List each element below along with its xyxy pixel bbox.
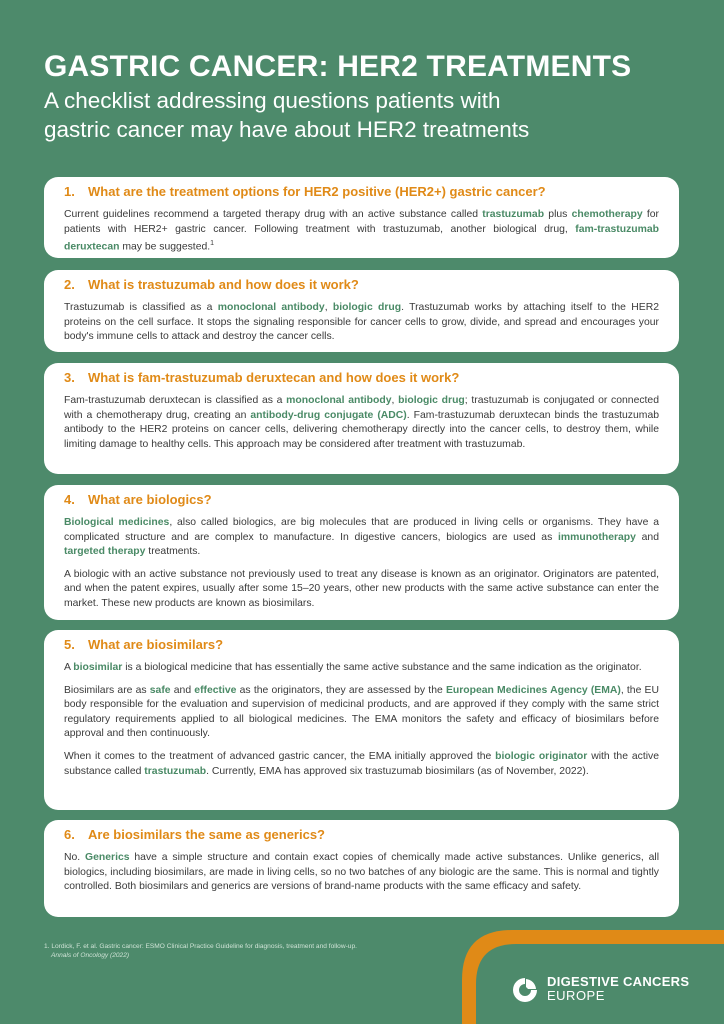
text-run: is a biological medicine that has essentially the same active substance and the same indication as the originator. [122,662,642,673]
text-run: A [64,662,74,673]
text-run: Fam-trastuzumab deruxtecan is classified as a [64,395,287,406]
footnote-ref: 1 [210,240,215,248]
section-card-1 [44,177,679,258]
section-number: 2. [64,277,75,292]
text-run: , [324,302,333,313]
section-card-4 [44,485,679,620]
question-text: What is trastuzumab and how does it work? [88,277,359,292]
logo-wordmark [547,975,689,1003]
section-paragraph [64,661,659,676]
footnote-text: 1. Lordick, F. et al. Gastric cancer: ESMO Clinical Practice Guideline for diagnosis, treatment and follow-up. [44,943,357,950]
section-question [64,276,659,293]
keyword: European Medicines Agency (EMA) [445,684,621,696]
section-question [64,636,659,653]
question-text: Are biosimilars the same as generics? [88,827,325,842]
keyword: trastuzumab [144,765,207,777]
footnote-source: Annals of Oncology (2022) [51,952,130,959]
subtitle-line-2: gastric cancer may have about HER2 treatments [44,117,530,142]
section-paragraph: A biologic with an active substance not previously used to treat any disease is known as an originator. Originators are patented, and when the patent expires, usually after some 15–20 years, other new products with the same active substance can enter the market. These new products are known as biosimilars. [64,568,659,609]
section-question [64,183,659,200]
keyword: targeted therapy [64,546,146,558]
text-run: , also called biologics, are big molecules that are produced in living cells or organisms. They have a complicated structure and are complex to manufacture. In digestive cancers, biologics are used as [64,517,659,543]
text-run: Biosimilars are as [64,684,150,696]
section-question [64,369,659,386]
question-text: What are biosimilars? [88,637,224,652]
text-run: . Trastuzumab works by attaching itself to the HER2 proteins on the cell surface. It stops the signaling responsible for cancer cells to grow, divide, and spread and encourages your body's immune cells to attack and destroy the cancer cells. [64,302,659,343]
section-paragraph [64,851,659,895]
text-run: Current guidelines recommend a targeted therapy drug with an active substance called [64,209,483,220]
section-number: 6. [64,827,75,842]
keyword: biologic drug [398,395,465,406]
keyword: Generics [85,852,130,863]
text-run: , [391,395,399,406]
brand-logo[interactable] [511,975,711,1005]
page-subtitle [44,86,704,144]
section-card-6 [44,820,679,917]
text-run: with the active substance called [64,750,659,777]
text-run: When it comes to the treatment of advanced gastric cancer, the EMA initially approved the [64,750,496,762]
keyword: chemotherapy [571,209,643,220]
keyword: monoclonal antibody [286,395,392,406]
section-card-3 [44,363,679,474]
section-paragraph [64,684,659,742]
keyword: biologic drug [332,302,402,313]
text-run: plus [544,209,572,220]
section-number: 3. [64,370,75,385]
section-paragraph [64,208,659,255]
question-text: What are biologics? [88,492,212,507]
dce-logo-icon [511,976,539,1004]
subtitle-line-1: A checklist addressing questions patients with [44,88,501,113]
text-run: as the originators, they are assessed by the [236,684,446,696]
keyword: trastuzumab [482,209,545,220]
keyword: Biological medicines [64,517,170,528]
section-paragraph [64,394,659,452]
keyword: antibody-drug conjugate (ADC) [250,409,407,421]
keyword: biologic originator [495,750,588,762]
section-paragraph [64,301,659,345]
keyword: monoclonal antibody [217,302,325,313]
text-run: ; trastuzumab is conjugated or connected with a chemotherapy drug, creating an [64,395,659,421]
text-run: Trastuzumab is classified as a [64,302,218,313]
logo-line-2: EUROPE [547,988,605,1003]
logo-line-1: DIGESTIVE CANCERS [547,974,690,989]
section-paragraph [64,750,659,779]
footnote [44,942,474,960]
keyword: immunotherapy [557,531,636,543]
text-run: , the EU body responsible for the evaluation and supervision of medicinal products, and are approved if they comply with the same strict regulatory requirements applied to all biological medicines. The EMA monitors the safety and efficacy of biosimilars before approval and then continuously. [64,684,659,740]
keyword: safe [149,684,171,696]
text-run: . Currently, EMA has approved six trastuzumab biosimilars (as of November, 2022). [206,765,589,777]
section-number: 4. [64,492,75,507]
section-question [64,826,659,843]
section-card-5 [44,630,679,810]
page-header [44,50,704,144]
text-run: . Fam-trastuzumab deruxtecan binds the trastuzumab antibody to the HER2 proteins on cancer cells, delivering chemotherapy directly into the cancer cells, to destroy them, while limiting damage to healthy cells. This approach may be considered after treatment with trastuzumab. [64,409,659,450]
question-text: What is fam-trastuzumab deruxtecan and how does it work? [88,370,460,385]
question-text: What are the treatment options for HER2 positive (HER2+) gastric cancer? [88,184,546,199]
text-run: and [170,684,195,696]
text-run: No. [64,852,86,863]
text-run: treatments. [145,546,201,558]
keyword: fam-trastuzumab deruxtecan [64,223,659,253]
section-number: 1. [64,184,75,199]
section-paragraph [64,516,659,560]
keyword: effective [194,684,237,696]
text-run: and [635,531,659,543]
text-run: may be suggested. [119,241,211,253]
page-title: GASTRIC CANCER: HER2 TREATMENTS [44,50,632,83]
text-run: have a simple structure and contain exact copies of chemically made active substances. Unlike generics, all biologics, including biosimilars, are made in living cells, so no two batches of any biologic are the same. This is normal and tightly controlled. Both biosimilars and generics are versions of brand-name products with the same efficacy and safety. [64,852,660,893]
section-number: 5. [64,637,75,652]
section-question [64,491,659,508]
keyword: biosimilar [73,662,123,673]
section-card-2 [44,270,679,352]
text-run: for patients with HER2+ gastric cancer. Following treatment with trastuzumab, another biological drug, [64,209,659,235]
